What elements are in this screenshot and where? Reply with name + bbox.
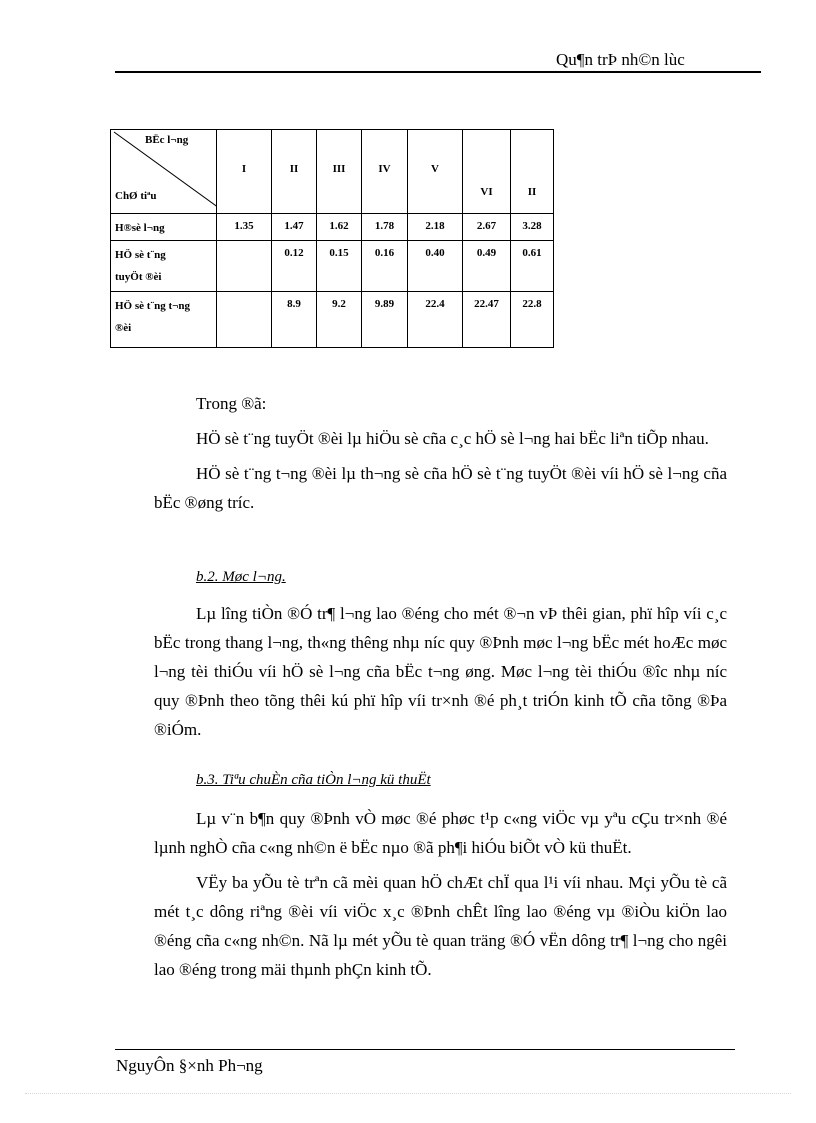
row-label: HÖ sè t¨ng t¬ng ®èi — [111, 292, 217, 348]
row-label: HÖ sè t¨ng tuyÖt ®èi — [111, 241, 217, 292]
row-label: H®sè l¬ng — [111, 214, 217, 241]
paragraph: Trong ®ã: — [196, 394, 267, 413]
footer-author: NguyÔn §×nh Ph¬ng — [116, 1056, 263, 1075]
column-header: II — [272, 130, 317, 214]
table-cell: 1.35 — [217, 214, 272, 241]
paragraph: HÖ sè t¨ng tuyÖt ®èi lµ hiÖu sè cña c¸c hÖ sè l¬ng hai bËc liªn tiÕp nhau. — [196, 429, 709, 448]
table-cell: 8.9 — [272, 292, 317, 348]
paragraph: VËy ba yÕu tè trªn cã mèi quan hÖ chÆt chÏ qua l¹i víi nhau. Mçi yÕu tè cã mét t¸c dông riªng ®èi víi viÖc x¸c ®Þnh chÊt lîng lao ®éng vµ ®iÒu kiÖn lao ®éng cña c«ng nh©n. Nã lµ mét yÕu tè quan träng ®Ó vËn dông tr¶ l¬ng cho ngêi lao ®éng trong mäi thµnh phÇn kinh tÕ. — [154, 873, 727, 979]
footer-rule — [115, 1049, 735, 1050]
table-cell: 2.67 — [463, 214, 511, 241]
column-header: VI — [463, 130, 511, 214]
table-cell: 3.28 — [511, 214, 554, 241]
table-cell: 0.61 — [511, 241, 554, 292]
table-row — [111, 292, 554, 348]
table-cell: 0.12 — [272, 241, 317, 292]
table-cell: 0.16 — [362, 241, 408, 292]
body-text-block-2 — [154, 599, 727, 744]
body-text-block-3 — [154, 804, 727, 984]
column-header: IV — [362, 130, 408, 214]
table-cell: 22.8 — [511, 292, 554, 348]
table-cell: 2.18 — [408, 214, 463, 241]
column-header: V — [408, 130, 463, 214]
page-edge-line — [25, 1093, 791, 1094]
table-cell — [217, 292, 272, 348]
table-cell: 1.78 — [362, 214, 408, 241]
subheading-technical-standard: b.3. Tiªu chuÈn cña tiÒn l¬ng kü thuËt — [196, 772, 431, 788]
paragraph: HÖ sè t¨ng t¬ng ®èi lµ th¬ng sè cña hÖ sè t¨ng tuyÖt ®èi víi hÖ sè l¬ng cña bËc ®øng tríc. — [154, 464, 727, 512]
table-cell: 9.89 — [362, 292, 408, 348]
header-rule — [115, 71, 761, 73]
table-cell: 1.62 — [317, 214, 362, 241]
paragraph: Lµ lîng tiÒn ®Ó tr¶ l¬ng lao ®éng cho mét ®¬n vÞ thêi gian, phï hîp víi c¸c bËc trong thang l¬ng, th«ng thêng nhµ níc quy ®Þnh møc l¬ng bËc mét hoÆc møc l¬ng tèi thiÓu víi hÖ sè l¬ng cña bËc t¬ng øng. Møc l¬ng tèi thiÓu ®îc nhµ níc quy ®Þnh theo tõng thêi kú phï hîp víi tr×nh ®é ph¸t triÓn kinh tÕ cña tõng ®Þa ®iÓm. — [154, 604, 727, 739]
table-cell: 0.40 — [408, 241, 463, 292]
table-cell: 22.4 — [408, 292, 463, 348]
column-header: II — [511, 130, 554, 214]
paragraph: Lµ v¨n b¶n quy ®Þnh vÒ møc ®é phøc t¹p c«ng viÖc vµ yªu cÇu tr×nh ®é lµnh nghÒ cña c«ng nh©n ë bËc nµo ®ã ph¶i hiÓu biÕt vÒ kü thuËt. — [154, 809, 727, 857]
table-cell: 0.49 — [463, 241, 511, 292]
column-header: III — [317, 130, 362, 214]
table-cell: 1.47 — [272, 214, 317, 241]
table-cell: 22.47 — [463, 292, 511, 348]
table-cell: 0.15 — [317, 241, 362, 292]
table-cell — [217, 241, 272, 292]
table-row — [111, 241, 554, 292]
page-header-title: Qu¶n trÞ nh©n lùc — [556, 50, 685, 69]
table-cell: 9.2 — [317, 292, 362, 348]
corner-label-criteria: ChØ tiªu — [115, 190, 157, 202]
subheading-wage-level: b.2. Møc l¬ng. — [196, 569, 286, 585]
table-row — [111, 214, 554, 241]
body-text-block-1 — [154, 389, 727, 517]
table-corner-cell — [111, 130, 217, 214]
salary-grade-table — [110, 129, 554, 348]
column-header: I — [217, 130, 272, 214]
corner-label-grade: BËc l¬ng — [145, 134, 189, 146]
